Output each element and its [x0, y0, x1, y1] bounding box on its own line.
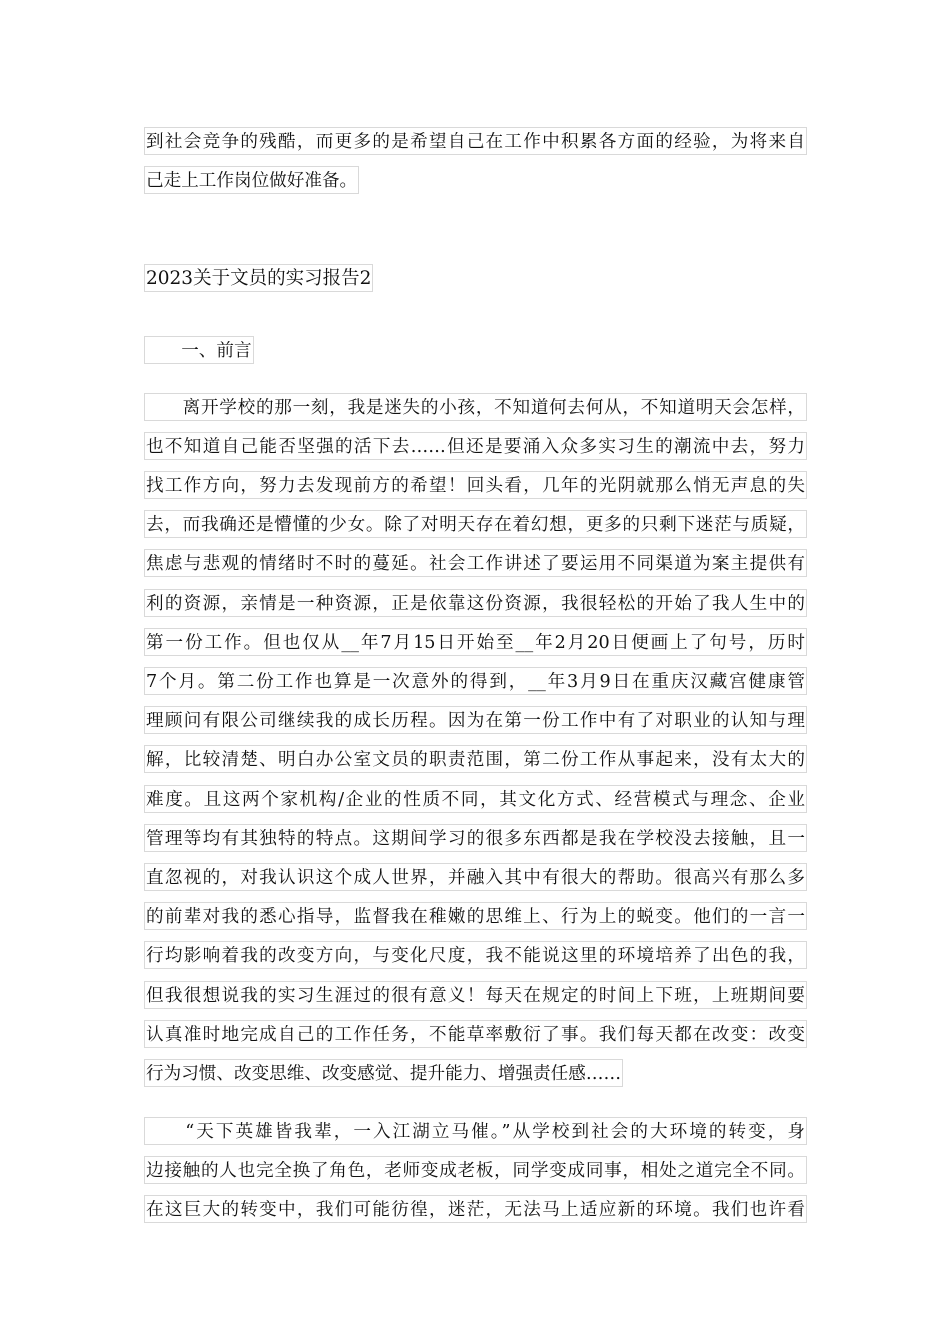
- para1-line-8: 7个月。第二份工作也算是一次意外的得到，__年3月9日在重庆汉藏宫健康管: [144, 667, 807, 695]
- para1-line-14: 的前辈对我的悉心指导，监督我在稚嫩的思维上、行为上的蜕变。他们的一言一: [144, 902, 807, 930]
- para1-line-7: 第一份工作。但也仅从__年7月15日开始至__年2月20日便画上了句号，历时: [144, 628, 807, 656]
- section-title: 2023关于文员的实习报告2: [144, 264, 373, 292]
- para1-line-1: 离开学校的那一刻，我是迷失的小孩，不知道何去何从，不知道明天会怎样，: [144, 393, 807, 421]
- para1-line-18: 行为习惯、改变思维、改变感觉、提升能力、增强责任感……: [144, 1059, 623, 1087]
- para1-line-15: 行均影响着我的改变方向，与变化尺度，我不能说这里的环境培养了出色的我，: [144, 941, 807, 969]
- para1-line-13: 直忽视的，对我认识这个成人世界，并融入其中有很大的帮助。很高兴有那么多: [144, 863, 807, 891]
- para2-line-1: “天下英雄皆我辈，一入江湖立马催。”从学校到社会的大环境的转变，身: [144, 1117, 807, 1145]
- para1-line-12: 管理等均有其独特的特点。这期间学习的很多东西都是我在学校没去接触，且一: [144, 824, 807, 852]
- para2-line-3: 在这巨大的转变中，我们可能彷徨，迷茫，无法马上适应新的环境。我们也许看: [144, 1195, 807, 1223]
- heading-preface: 一、前言: [144, 336, 254, 364]
- para2-line-2: 边接触的人也完全换了角色，老师变成老板，同学变成同事，相处之道完全不同。: [144, 1156, 807, 1184]
- para1-line-6: 利的资源，亲情是一种资源，正是依靠这份资源，我很轻松的开始了我人生中的: [144, 589, 807, 617]
- para1-line-2: 也不知道自己能否坚强的活下去……但还是要涌入众多实习生的潮流中去，努力: [144, 432, 807, 460]
- para1-line-10: 解，比较清楚、明白办公室文员的职责范围，第二份工作从事起来，没有太大的: [144, 745, 807, 773]
- para1-line-11: 难度。且这两个家机构/企业的性质不同，其文化方式、经营模式与理念、企业: [144, 785, 807, 813]
- para1-line-16: 但我很想说我的实习生涯过的很有意义！每天在规定的时间上下班，上班期间要: [144, 981, 807, 1009]
- para1-line-17: 认真准时地完成自己的工作任务，不能草率敷衍了事。我们每天都在改变：改变: [144, 1020, 807, 1048]
- para1-line-3: 找工作方向，努力去发现前方的希望！回头看，几年的光阴就那么悄无声息的失: [144, 471, 807, 499]
- para1-line-5: 焦虑与悲观的情绪时不时的蔓延。社会工作讲述了要运用不同渠道为案主提供有: [144, 549, 807, 577]
- para1-line-9: 理顾问有限公司继续我的成长历程。因为在第一份工作中有了对职业的认知与理: [144, 706, 807, 734]
- intro-line-2: 己走上工作岗位做好准备。: [144, 166, 359, 194]
- para1-line-4: 去，而我确还是懵懂的少女。除了对明天存在着幻想，更多的只剩下迷茫与质疑，: [144, 510, 807, 538]
- intro-line-1: 到社会竞争的残酷，而更多的是希望自己在工作中积累各方面的经验，为将来自: [144, 127, 807, 155]
